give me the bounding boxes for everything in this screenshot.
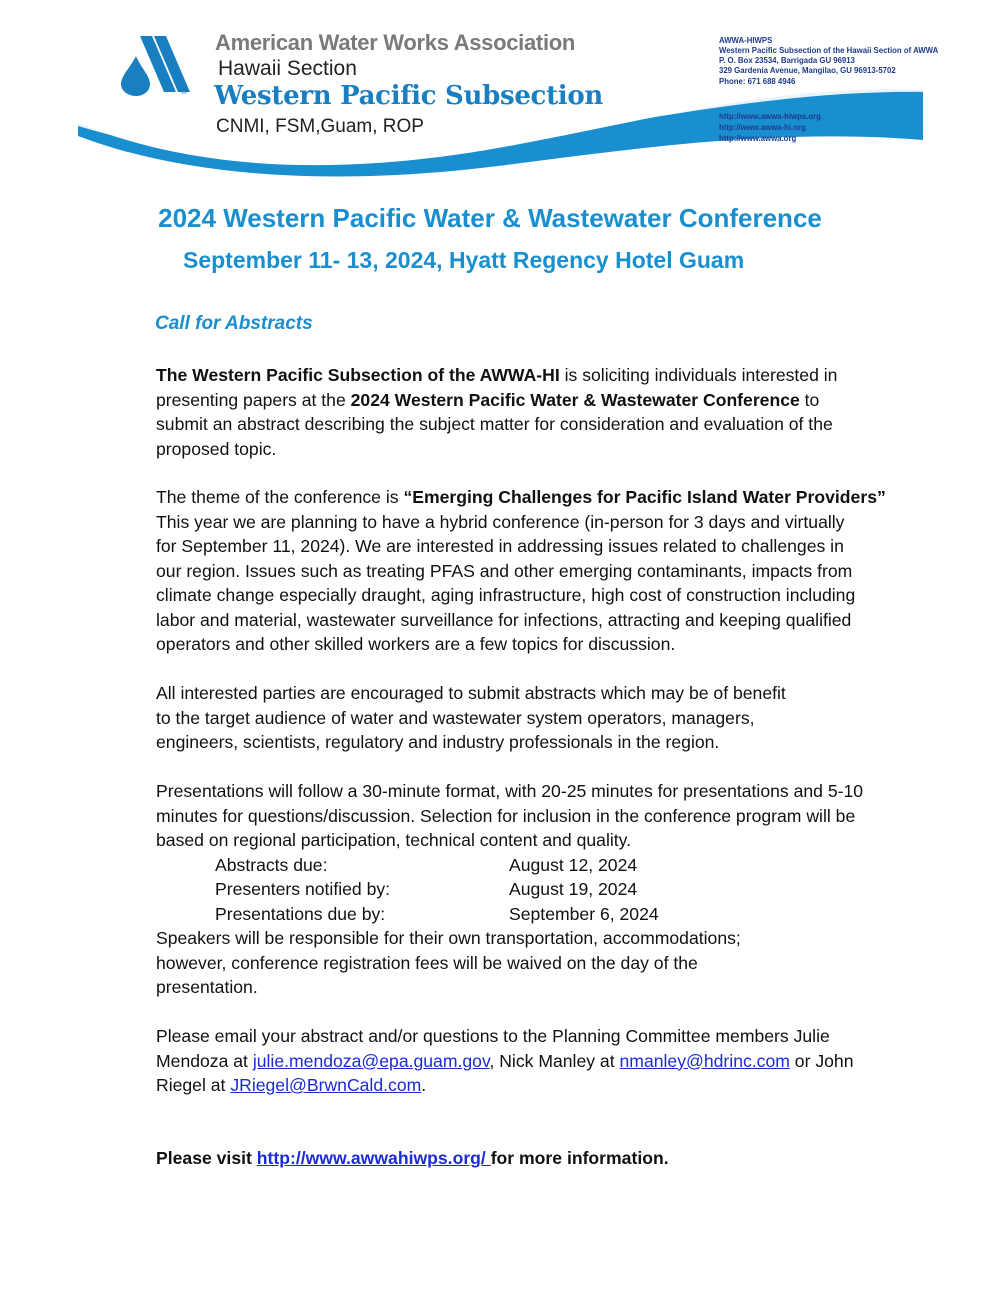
date-value: August 12, 2024 <box>509 854 638 875</box>
contact-url-hi[interactable]: http://www.awwa-hi.org <box>719 123 806 132</box>
date-value: August 19, 2024 <box>509 879 638 899</box>
conference-title: 2024 Western Pacific Water & Wastewater Conference <box>158 203 822 233</box>
org-subsection: Western Pacific Subsection <box>214 81 604 111</box>
date-label: Presenters notified by: <box>215 879 391 899</box>
date-row-presentations <box>156 902 936 927</box>
date-row-notified <box>156 877 936 902</box>
awwa-logo-icon <box>121 36 190 96</box>
conference-subtitle: September 11- 13, 2024, Hyatt Regency Hotel Guam <box>183 247 745 273</box>
svg-text:®: ® <box>180 87 188 96</box>
contact-address: 329 Gardenia Avenue, Mangilao, GU 96913-5702 <box>719 66 896 75</box>
date-row-abstracts <box>156 853 936 878</box>
intro-bold-org: The Western Pacific Subsection of the AWWA-HI <box>156 365 560 385</box>
website-link[interactable]: http://www.awwahiwps.org/ <box>256 1148 491 1168</box>
date-label: Abstracts due: <box>215 854 328 875</box>
contact-url-hiwps[interactable]: http://www.awwa-hiwps.org <box>719 112 821 121</box>
org-name: American Water Works Association <box>215 30 576 55</box>
more-info-line: Please visit http://www.awwahiwps.org/ for more information. <box>156 1148 669 1168</box>
contact-po-box: P. O. Box 23534, Barrigada GU 96913 <box>719 56 855 65</box>
format-paragraph: Presentations will follow a 30-minute format, with 20-25 minutes for presentations and 5-10 minutes for questions/discussion. Selection for inclusion in the conference program will be based on regional participation, technical content and quality. Abstracts due: August 12, 2024 Presenters notified by: August 19, 2024 Presentations due by: September 6, 2024 Speakers will be responsible for their own transportation, accommodations; however, conference registration fees will be waived on the day of the presentation. <box>156 779 936 1000</box>
intro-paragraph: The Western Pacific Subsection of the AWWA-HI is soliciting individuals interested in presenting papers at the 2024 Western Pacific Water & Wastewater Conference to submit an abstract describing the subject matter for consideration and evaluation of the proposed topic. <box>156 365 838 459</box>
email-link-mendoza[interactable]: julie.mendoza@epa.guam.gov <box>252 1050 490 1071</box>
date-label: Presentations due by: <box>215 903 386 924</box>
email-link-riegel[interactable]: JRiegel@BrwnCald.com <box>230 1075 422 1095</box>
contact-org: Western Pacific Subsection of the Hawaii Section of AWWA <box>719 46 939 55</box>
org-regions: CNMI, FSM,Guam, ROP <box>216 116 424 137</box>
call-for-abstracts-heading: Call for Abstracts <box>155 313 313 334</box>
theme-paragraph: The theme of the conference is “Emerging Challenges for Pacific Island Water Providers” This year we are planning to have a hybrid conference (in-person for 3 days and virtually for September 11, 2024). We are interested in addressing issues related to challenges in our region. Issues such as treating PFAS and other emerging contaminants, impacts from climate change especially draught, aging infrastructure, high cost of construction including labor and material, wastewater surveillance for infections, attracting and keeping qualified operators and other skilled workers are a few topics for discussion. <box>156 487 886 654</box>
org-section: Hawaii Section <box>218 57 357 80</box>
intro-bold-conference: 2024 Western Pacific Water & Wastewater Conference <box>350 389 800 410</box>
date-value: September 6, 2024 <box>509 903 659 924</box>
contact-phone: Phone: 671 688 4946 <box>719 77 796 86</box>
contact-url-awwa[interactable]: http://www.awwa.org <box>719 134 797 143</box>
email-link-manley[interactable]: nmanley@hdrinc.com <box>619 1050 790 1071</box>
conference-theme: “Emerging Challenges for Pacific Island Water Providers” <box>403 487 886 507</box>
audience-paragraph: All interested parties are encouraged to submit abstracts which may be of benefit to the target audience of water and wastewater system operators, managers, engineers, scientists, regulatory and industry professionals in the region. <box>156 683 786 752</box>
contact-name: AWWA-HIWPS <box>719 36 773 45</box>
contact-paragraph: Please email your abstract and/or questions to the Planning Committee members Julie Mendoza at julie.mendoza@epa.guam.gov, Nick Manley at nmanley@hdrinc.com or John Riegel at JRiegel@BrwnCald.com. <box>156 1026 854 1095</box>
